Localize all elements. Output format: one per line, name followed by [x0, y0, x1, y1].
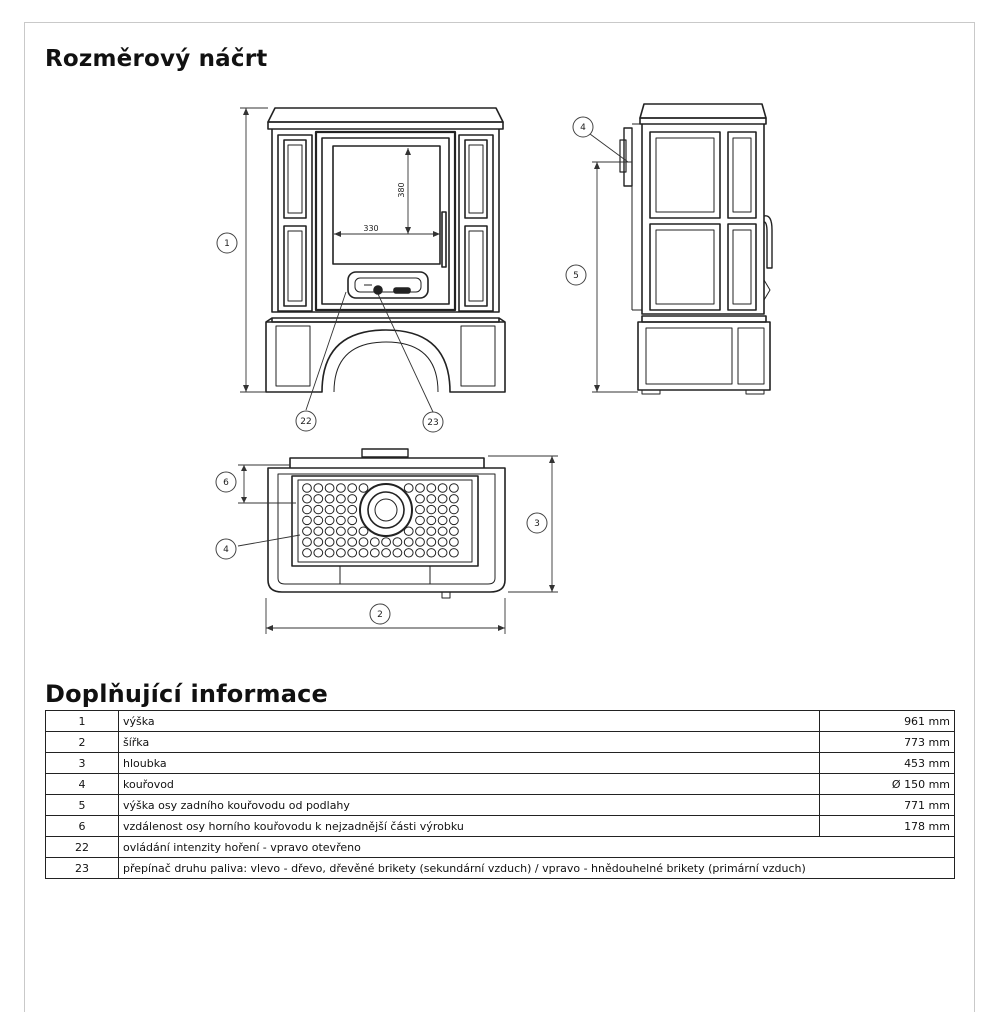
- callout-1: 1: [224, 239, 230, 249]
- callout-5: 5: [573, 271, 579, 281]
- table-row: [46, 732, 955, 753]
- row-number: 4: [46, 774, 119, 795]
- table-row: [46, 753, 955, 774]
- callout-4-side: 4: [580, 123, 586, 133]
- window-width-label: 330: [363, 224, 379, 233]
- callout-4-top: 4: [223, 545, 229, 555]
- row-value: 178 mm: [820, 816, 955, 837]
- section-title-dimensions: Rozměrový náčrt: [45, 46, 268, 72]
- row-number: 5: [46, 795, 119, 816]
- table-row: [46, 858, 955, 879]
- section-title-additional-info: Doplňující informace: [45, 680, 329, 708]
- row-value: 961 mm: [820, 711, 955, 732]
- row-description: vzdálenost osy horního kouřovodu k nejzadnější části výrobku: [119, 816, 820, 837]
- row-description: kouřovod: [119, 774, 820, 795]
- row-value: Ø 150 mm: [820, 774, 955, 795]
- callout-6: 6: [223, 478, 229, 488]
- row-description: výška osy zadního kouřovodu od podlahy: [119, 795, 820, 816]
- info-table: [45, 710, 955, 879]
- stove-front-view: [266, 108, 505, 392]
- row-description: přepínač druhu paliva: vlevo - dřevo, dřevěné brikety (sekundární vzduch) / vpravo - hnědouhelné brikety (primární vzduch): [119, 858, 955, 879]
- row-value: 771 mm: [820, 795, 955, 816]
- callout-3: 3: [534, 519, 540, 529]
- top-flue-outlet: [360, 484, 412, 536]
- row-description: ovládání intenzity hoření - vpravo otevřeno: [119, 837, 955, 858]
- row-description: výška: [119, 711, 820, 732]
- row-number: 23: [46, 858, 119, 879]
- row-value: 453 mm: [820, 753, 955, 774]
- table-row: [46, 837, 955, 858]
- row-value: 773 mm: [820, 732, 955, 753]
- row-number: 2: [46, 732, 119, 753]
- table-row: [46, 711, 955, 732]
- stove-side-view: [620, 104, 772, 394]
- row-description: hloubka: [119, 753, 820, 774]
- table-row: [46, 816, 955, 837]
- table-row: [46, 795, 955, 816]
- row-description: šířka: [119, 732, 820, 753]
- callout-2: 2: [377, 610, 383, 620]
- row-number: 1: [46, 711, 119, 732]
- row-number: 22: [46, 837, 119, 858]
- table-row: [46, 774, 955, 795]
- row-number: 6: [46, 816, 119, 837]
- window-height-label: 380: [397, 182, 406, 198]
- callout-23: 23: [427, 418, 439, 428]
- row-number: 3: [46, 753, 119, 774]
- callout-22: 22: [300, 417, 312, 427]
